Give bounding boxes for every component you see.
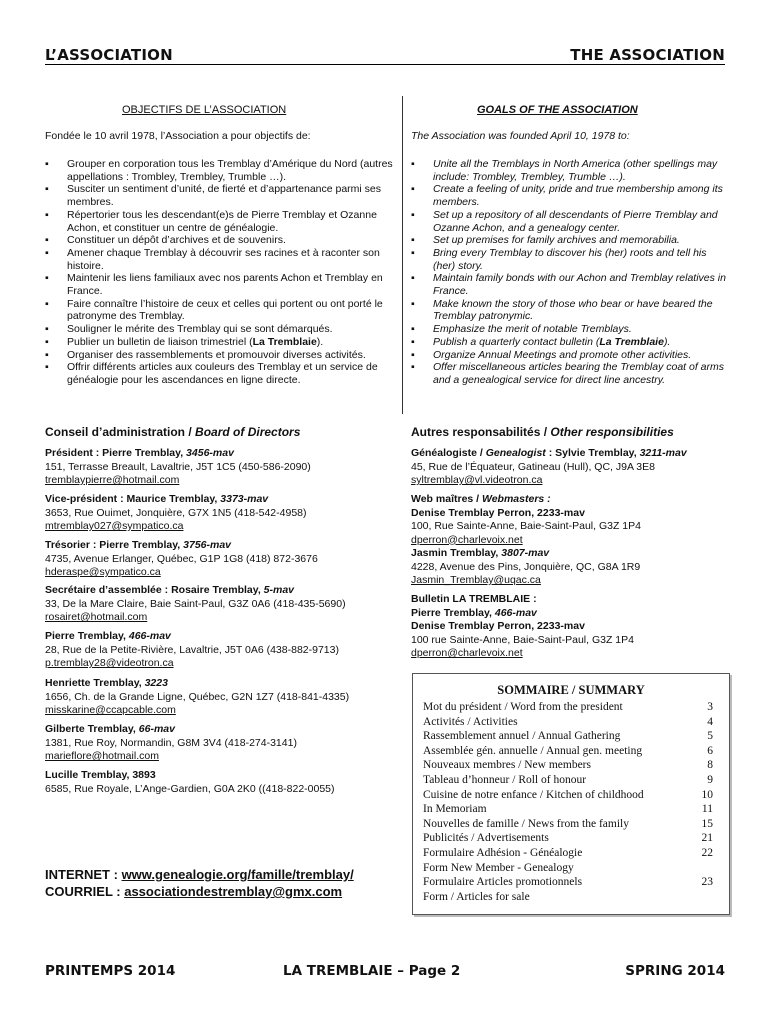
board-member-name	[45, 677, 349, 691]
summary-page: 4	[707, 715, 713, 728]
en-goals-title: GOALS OF THE ASSOCIATION	[477, 104, 638, 116]
fr-item-text: Offrir différents articles aux couleurs des Tremblay et un service de généalogie pour les ascendances en ligne directe.	[67, 361, 378, 386]
summary-row	[413, 832, 729, 847]
board-member-name	[45, 723, 297, 737]
webmaster-2-name: Jasmin Tremblay,	[411, 547, 502, 559]
bullet-icon: ▪	[45, 158, 49, 170]
webmaster-1-addr: 100, Rue Sainte-Anne, Baie-Saint-Paul, G3Z 1P4	[411, 520, 641, 532]
fr-objectives-title: OBJECTIFS DE L’ASSOCIATION	[122, 104, 287, 116]
fr-list-item	[45, 298, 395, 323]
fr-bulletin-suffix: ).	[316, 335, 324, 348]
webmasters-block	[411, 493, 641, 588]
summary-label: In Memoriam	[423, 803, 487, 816]
board-member-role: Vice-président : Maurice Tremblay,	[45, 493, 221, 505]
summary-label: Mot du président / Word from the president	[423, 701, 623, 713]
fr-item-text: Publier un bulletin de liaison trimestriel (	[67, 335, 253, 348]
footer-right: SPRING 2014	[625, 963, 725, 979]
bullet-icon: ▪	[411, 246, 415, 259]
fr-objectives-list	[45, 158, 395, 387]
board-title-en: Board of Directors	[195, 425, 301, 439]
fr-item-text: Répertorier tous les descendant(e)s de Pierre Tremblay et Ozanne Achon, et constituer un centre de généalogie.	[67, 208, 377, 234]
summary-title: SOMMAIRE / SUMMARY	[497, 683, 645, 697]
webmaster-1-name: Denise Tremblay Perron, 2233-mav	[411, 506, 585, 519]
summary-label: Nouvelles de famille / News from the family	[423, 817, 629, 830]
board-member-role: Trésorier : Pierre Tremblay,	[45, 539, 184, 551]
summary-page: 11	[701, 803, 713, 816]
summary-label: Nouveaux membres / New members	[423, 759, 591, 772]
board-member-email[interactable]: misskarine@ccapcable.com	[45, 704, 176, 716]
genealogist-label-en: Genealogist	[485, 447, 546, 459]
fr-item-text: Grouper en corporation tous les Tremblay d’Amérique du Nord (autres appellations : Trombley, Trembley, Trumble …).	[67, 158, 393, 183]
summary-page: 21	[701, 832, 713, 845]
board-member-addr: 33, De la Mare Claire, Baie Saint-Paul, G3Z 0A6 (418-435-5690)	[45, 597, 346, 610]
summary-label: Formulaire Articles promotionnels	[423, 876, 583, 889]
board-member-email[interactable]: hderaspe@sympatico.ca	[45, 566, 161, 578]
en-list-item	[411, 298, 731, 323]
board-member	[45, 677, 349, 718]
board-member-num: 5-mav	[263, 584, 295, 596]
summary-page: 8	[707, 759, 713, 772]
summary-label: Form New Member - Genealogy	[423, 861, 574, 874]
summary-label: Formulaire Adhésion - Généalogie	[423, 846, 583, 859]
fr-intro: Fondée le 10 avril 1978, l’Association a pour objectifs de:	[45, 130, 311, 142]
summary-label: Publicités / Advertisements	[423, 832, 549, 845]
board-member-num: 66-mav	[138, 723, 175, 735]
board-member-role: Secrétaire d’assemblée : Rosaire Tremblay,	[45, 584, 264, 596]
contact-block	[45, 866, 354, 900]
summary-label: Rassemblement annuel / Annual Gathering	[423, 730, 621, 743]
genealogist-name: : Sylvie Tremblay,	[545, 447, 640, 459]
fr-list-item	[45, 158, 395, 183]
board-member	[45, 584, 346, 625]
bullet-icon: ▪	[45, 348, 49, 361]
board-member	[45, 447, 311, 488]
board-member-email[interactable]: mtremblay027@sympatico.ca	[45, 520, 184, 532]
board-member-addr: 3653, Rue Ouimet, Jonquière, G7X 1N5 (418-542-4958)	[45, 506, 307, 519]
summary-box	[412, 673, 730, 915]
bullet-icon: ▪	[411, 272, 415, 285]
fr-list-item	[45, 209, 395, 234]
summary-page: 10	[701, 788, 713, 801]
board-member-name	[45, 447, 311, 461]
board-member-name	[45, 769, 335, 783]
fr-item-text: Maintenir les liens familiaux avec nos parents Achon et Tremblay en France.	[67, 272, 383, 298]
fr-list-item	[45, 349, 395, 362]
bulletin-block	[411, 593, 634, 661]
summary-label: Cuisine de notre enfance / Kitchen of childhood	[423, 788, 644, 801]
genealogist-label: Généalogiste /	[411, 447, 486, 459]
board-member-email[interactable]: marieflore@hotmail.com	[45, 750, 159, 762]
board-member-role: Pierre Tremblay,	[45, 630, 129, 642]
en-item-text: Create a feeling of unity, pride and true membership among its members.	[433, 183, 723, 209]
footer-center: LA TREMBLAIE – Page 2	[283, 963, 461, 979]
summary-page: 15	[701, 817, 713, 830]
header-rule	[45, 64, 725, 65]
en-list-item	[411, 183, 731, 208]
fr-list-item	[45, 272, 395, 297]
en-item-text: Set up a repository of all descendants of Pierre Tremblay and Ozanne Achon, and a genealogy center.	[433, 208, 718, 234]
bullet-icon: ▪	[45, 272, 49, 285]
bulletin-addr: 100 rue Sainte-Anne, Baie-Saint-Paul, G3Z 1P4	[411, 633, 634, 646]
summary-label: Tableau d’honneur / Roll of honour	[423, 773, 587, 786]
summary-page: 22	[701, 846, 713, 859]
other-title-en: Other responsibilities	[550, 425, 674, 439]
summary-label: Activités / Activities	[423, 715, 518, 728]
fr-item-text: Organiser des rassemblements et promouvoir diverses activités.	[67, 348, 366, 361]
en-list-item	[411, 349, 731, 362]
webmasters-label-en: Webmasters :	[482, 493, 551, 505]
webmaster-2-email[interactable]: Jasmin_Tremblay@uqac.ca	[411, 574, 541, 586]
board-member-name	[45, 539, 318, 553]
board-member-addr: 1656, Ch. de la Grande Ligne, Québec, G2N 1Z7 (418-841-4335)	[45, 690, 350, 703]
board-member-num: 466-mav	[128, 630, 171, 642]
fr-list-item	[45, 247, 395, 272]
en-item-text: Make known the story of those who bear or have beared the Tremblay patronymic.	[433, 297, 713, 323]
other-title	[411, 425, 674, 439]
summary-row	[413, 745, 729, 760]
board-member-email[interactable]: tremblaypierre@hotmail.com	[45, 474, 180, 486]
board-member	[45, 723, 297, 764]
fr-bulletin-name: La Tremblaie	[252, 335, 317, 348]
fr-list-item	[45, 323, 395, 336]
summary-page: 3	[707, 701, 713, 713]
summary-rows	[413, 701, 729, 905]
internet-label: INTERNET :	[45, 867, 122, 882]
bullet-icon: ▪	[411, 361, 415, 374]
board-member-role: Président : Pierre Tremblay,	[45, 447, 187, 459]
summary-page: 5	[707, 730, 713, 743]
bullet-icon: ▪	[45, 323, 49, 336]
en-list-item	[411, 234, 731, 247]
fr-item-text: Amener chaque Tremblay à découvrir ses racines et à raconter son histoire.	[67, 246, 380, 272]
board-member-addr: 6585, Rue Royale, L’Ange-Gardien, G0A 2K0 ((418-822-0055)	[45, 782, 335, 795]
fr-list-item	[45, 336, 395, 349]
fr-item-text: Susciter un sentiment d’unité, de fierté et d’appartenance parmi ses membres.	[67, 183, 382, 209]
summary-row	[413, 789, 729, 804]
footer-left: PRINTEMPS 2014	[45, 963, 176, 979]
summary-label: Assemblée gén. annuelle / Annual gen. meeting	[423, 744, 643, 757]
bullet-icon: ▪	[411, 335, 415, 348]
summary-label: Form / Articles for sale	[423, 890, 530, 903]
board-member-num: 3456-mav	[186, 447, 234, 459]
genealogist-addr: 45, Rue de l’Équateur, Gatineau (Hull), QC, J9A 3E8	[411, 460, 655, 473]
summary-row	[413, 730, 729, 745]
webmaster-2-num: 3807-mav	[501, 547, 550, 559]
summary-page: 9	[707, 773, 713, 786]
summary-page: 6	[707, 744, 713, 757]
board-member-num: 3756-mav	[183, 539, 232, 551]
bullet-icon: ▪	[45, 361, 49, 374]
summary-row	[413, 818, 729, 833]
email-link[interactable]: associationdestremblay@gmx.com	[124, 884, 343, 899]
board-member	[45, 539, 318, 580]
bulletin-editor-2: Denise Tremblay Perron, 2233-mav	[411, 620, 585, 632]
board-member-email[interactable]: p.tremblay28@videotron.ca	[45, 657, 174, 669]
header-left: L’ASSOCIATION	[45, 46, 173, 64]
summary-row	[413, 759, 729, 774]
summary-page: 23	[701, 876, 713, 889]
en-item-text: Offer miscellaneous articles bearing the Tremblay coat of arms and a genealogical service for direct line ancestry.	[433, 361, 725, 386]
en-goals-list	[411, 158, 731, 387]
bullet-icon: ▪	[45, 234, 49, 247]
en-item-text: Set up premises for family archives and memorabilia.	[433, 234, 680, 247]
en-list-item	[411, 336, 731, 349]
en-item-text: Emphasize the merit of notable Tremblays.	[433, 323, 632, 336]
en-bulletin-suffix: ).	[663, 335, 671, 348]
en-list-item	[411, 209, 731, 234]
board-member-role: Lucille Tremblay, 3893	[45, 769, 156, 781]
fr-item-text: Constituer un dépôt d’archives et de souvenirs.	[67, 234, 286, 247]
board-member	[45, 630, 339, 671]
bullet-icon: ▪	[45, 208, 49, 221]
bulletin-email[interactable]: dperron@charlevoix.net	[411, 647, 523, 659]
fr-item-text: Souligner le mérite des Tremblay qui se sont démarqués.	[67, 323, 333, 336]
email-label: COURRIEL :	[45, 884, 125, 899]
en-item-text: Organize Annual Meetings and promote other activities.	[433, 348, 692, 361]
bullet-icon: ▪	[411, 323, 415, 336]
fr-list-item	[45, 183, 395, 208]
en-intro: The Association was founded April 10, 1978 to:	[411, 130, 630, 142]
summary-row	[413, 891, 729, 906]
summary-row	[413, 716, 729, 731]
bullet-icon: ▪	[411, 158, 415, 170]
bulletin-editor-1: Pierre Tremblay,	[411, 606, 495, 619]
bullet-icon: ▪	[45, 246, 49, 259]
bullet-icon: ▪	[411, 297, 415, 310]
board-member-name	[45, 630, 339, 644]
board-member-num: 3223	[144, 677, 168, 689]
board-member-addr: 151, Terrasse Breault, Lavaltrie, J5T 1C5 (450-586-2090)	[45, 460, 311, 473]
fr-list-item	[45, 234, 395, 247]
internet-link[interactable]: www.genealogie.org/famille/tremblay/	[121, 867, 354, 882]
en-item-text: Maintain family bonds with our Achon and Tremblay relatives in France.	[433, 272, 726, 298]
bullet-icon: ▪	[411, 183, 415, 196]
en-list-item	[411, 272, 731, 297]
summary-row	[413, 701, 729, 716]
bullet-icon: ▪	[411, 208, 415, 221]
board-member-addr: 1381, Rue Roy, Normandin, G8M 3V4 (418-274-3141)	[45, 736, 297, 749]
bullet-icon: ▪	[45, 297, 49, 310]
column-divider	[402, 96, 403, 414]
board-member-num: 3373-mav	[220, 493, 269, 505]
en-list-item	[411, 247, 731, 272]
fr-item-text: Faire connaître l’histoire de ceux et celles qui portent ou ont porté le patronyme des Tremblay.	[67, 297, 383, 323]
board-title-fr: Conseil d’administration /	[45, 425, 196, 439]
en-item-text: Publish a quarterly contact bulletin (	[433, 335, 600, 348]
genealogist-block	[411, 447, 687, 488]
bullet-icon: ▪	[411, 348, 415, 361]
webmaster-1-email[interactable]: dperron@charlevoix.net	[411, 533, 523, 546]
summary-row	[413, 862, 729, 877]
en-list-item	[411, 323, 731, 336]
en-bulletin-name: La Tremblaie	[599, 335, 664, 348]
other-title-fr: Autres responsabilités /	[411, 425, 551, 439]
board-member-name	[45, 493, 307, 507]
en-list-item	[411, 158, 731, 183]
board-member-addr: 28, Rue de la Petite-Rivière, Lavaltrie, J5T 0A6 (438-882-9713)	[45, 643, 339, 656]
bullet-icon: ▪	[45, 183, 49, 196]
board-member	[45, 493, 307, 534]
genealogist-email[interactable]: syltremblay@vl.videotron.ca	[411, 474, 543, 486]
bulletin-label: Bulletin LA TREMBLAIE :	[411, 593, 537, 605]
en-item-text: Bring every Tremblay to discover his (her) roots and tell his (her) story.	[433, 246, 707, 272]
board-member-addr: 4735, Avenue Erlanger, Québec, G1P 1G8 (418) 872-3676	[45, 552, 318, 565]
en-item-text: Unite all the Tremblays in North America (other spellings may include: Trombley, Trembley, Trumble …).	[433, 158, 718, 183]
board-member-role: Henriette Tremblay,	[45, 677, 145, 689]
board-title	[45, 425, 300, 439]
webmaster-2-addr: 4228, Avenue des Pins, Jonquière, QC, G8A 1R9	[411, 560, 641, 573]
board-member-role: Gilberte Tremblay,	[45, 723, 139, 735]
bullet-icon: ▪	[411, 234, 415, 247]
board-member	[45, 769, 335, 796]
summary-row	[413, 774, 729, 789]
webmasters-label: Web maîtres /	[411, 493, 482, 505]
en-list-item	[411, 361, 731, 386]
genealogist-num: 3211-mav	[639, 447, 687, 459]
header-right: THE ASSOCIATION	[570, 46, 725, 64]
board-member-name	[45, 584, 346, 598]
board-member-email[interactable]: rosairet@hotmail.com	[45, 611, 148, 623]
summary-row	[413, 803, 729, 818]
summary-row	[413, 847, 729, 862]
fr-list-item	[45, 361, 395, 386]
bulletin-editor-1-num: 466-mav	[494, 606, 537, 619]
bullet-icon: ▪	[45, 335, 49, 348]
summary-row	[413, 876, 729, 891]
